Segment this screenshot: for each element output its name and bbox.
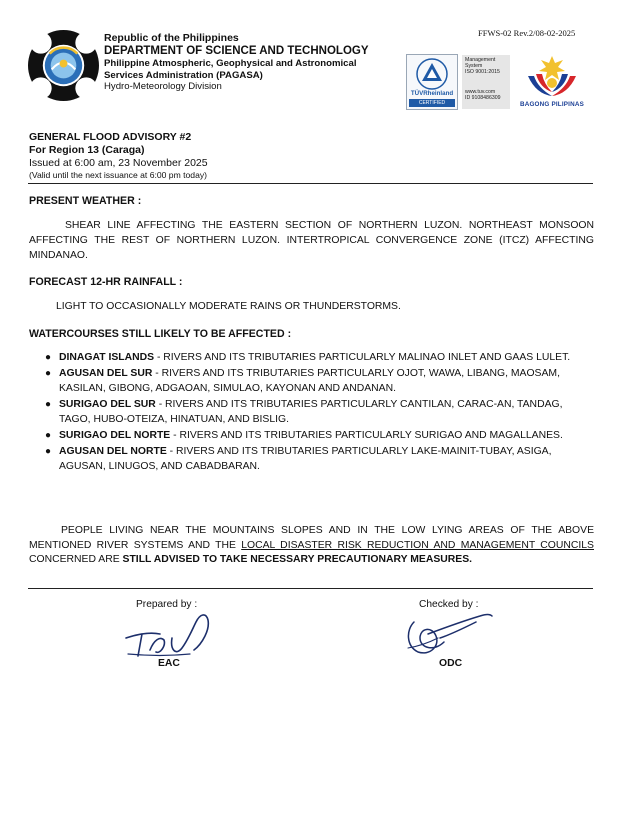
department-line: DEPARTMENT OF SCIENCE AND TECHNOLOGY bbox=[104, 45, 369, 57]
bagong-pilipinas-logo bbox=[518, 50, 586, 112]
advisory-title-block bbox=[29, 131, 208, 180]
pagasa-line-2: Services Administration (PAGASA) bbox=[104, 69, 263, 81]
advisory-validity: (Valid until the next issuance at 6:00 pm today) bbox=[29, 170, 208, 180]
tuv-line-1: Management bbox=[465, 57, 496, 63]
province-rivers: - RIVERS AND ITS TRIBUTARIES PARTICULARLY OJOT, WAWA, LIBANG, MAOSAM, KASILAN, GIBONG, ADGAOAN, SIMULAO, KAYONAN AND ANDANAN. bbox=[59, 368, 560, 394]
province-name: AGUSAN DEL NORTE bbox=[59, 446, 167, 457]
watercourses-list bbox=[29, 350, 594, 475]
prepared-by-label: Prepared by : bbox=[136, 599, 198, 610]
present-weather-text: SHEAR LINE AFFECTING THE EASTERN SECTION OF NORTHERN LUZON. NORTHEAST MONSOON AFFECTING THE REST OF NORTHERN LUZON. INTERTROPICAL CONVERGENCE ZONE (ITCZ) AFFECTING MINDANAO. bbox=[29, 220, 594, 261]
signature-divider bbox=[28, 588, 593, 589]
closing-paragraph bbox=[29, 524, 594, 568]
closing-part-1: PEOPLE LIVING NEAR THE MOUNTAINS SLOPES AND IN THE LOW LYING AREAS OF THE ABOVE MENTIONED RIVER SYSTEMS AND THE bbox=[29, 525, 594, 551]
bullet-icon: ● bbox=[45, 368, 52, 379]
province-name: AGUSAN DEL SUR bbox=[59, 368, 153, 379]
agency-header bbox=[104, 32, 369, 92]
forecast-heading: FORECAST 12-HR RAINFALL : bbox=[29, 276, 183, 288]
province-name: SURIGAO DEL NORTE bbox=[59, 430, 171, 441]
province-name: DINAGAT ISLANDS bbox=[59, 352, 155, 363]
prepared-signature bbox=[120, 610, 220, 662]
watercourses-heading: WATERCOURSES STILL LIKELY TO BE AFFECTED : bbox=[29, 328, 292, 340]
province-rivers: - RIVERS AND ITS TRIBUTARIES PARTICULARLY CANTILAN, CARAC-AN, TANDAG, TAGO, HUBO-OTEIZA, HINATUAN, AND BISLIG. bbox=[59, 399, 563, 425]
tuv-certified: CERTIFIED bbox=[409, 99, 455, 107]
document-number: FFWS-02 Rev.2/08-02-2025 bbox=[478, 28, 576, 38]
list-item bbox=[45, 444, 594, 474]
title-divider bbox=[28, 183, 593, 184]
republic-line: Republic of the Philippines bbox=[104, 32, 239, 44]
closing-underlined: LOCAL DISASTER RISK REDUCTION AND MANAGEMENT COUNCILS bbox=[241, 539, 594, 551]
bagong-pilipinas-emblem bbox=[518, 50, 586, 100]
division-line: Hydro-Meteorology Division bbox=[104, 81, 222, 92]
province-name: SURIGAO DEL SUR bbox=[59, 399, 156, 410]
tuv-site: www.tuv.com bbox=[465, 88, 496, 95]
checked-by-label: Checked by : bbox=[419, 599, 479, 610]
bullet-icon: ● bbox=[45, 446, 52, 457]
prepared-initials: EAC bbox=[158, 658, 180, 669]
tuv-certification-badge bbox=[406, 54, 510, 110]
tuv-line-2: System bbox=[465, 63, 483, 70]
dost-pagasa-logo bbox=[28, 30, 99, 101]
list-item bbox=[45, 428, 594, 443]
province-rivers: - RIVERS AND ITS TRIBUTARIES PARTICULARLY MALINAO INLET AND GAAS LULET. bbox=[154, 352, 571, 363]
advisory-region: For Region 13 (Caraga) bbox=[29, 144, 145, 156]
bullet-icon: ● bbox=[45, 399, 52, 410]
bullet-icon: ● bbox=[45, 430, 52, 441]
pagasa-line-1: Philippine Atmospheric, Geophysical and Astronomical bbox=[104, 58, 357, 69]
bagong-pilipinas-label: BAGONG PILIPINAS bbox=[519, 101, 585, 108]
checked-initials: ODC bbox=[439, 658, 463, 669]
tuv-details bbox=[462, 55, 510, 109]
tuv-id: ID 9108486309 bbox=[465, 94, 501, 101]
list-item bbox=[45, 366, 594, 396]
checked-signature bbox=[400, 608, 496, 660]
present-weather-heading: PRESENT WEATHER : bbox=[29, 195, 142, 207]
tuv-brand: TÜVRheinland bbox=[410, 90, 454, 97]
closing-part-2: CONCERNED ARE bbox=[29, 554, 123, 565]
province-rivers: - RIVERS AND ITS TRIBUTARIES PARTICULARLY SURIGAO AND MAGALLANES. bbox=[170, 430, 563, 441]
tuv-line-3: ISO 9001:2015 bbox=[465, 69, 500, 76]
advisory-issued: Issued at 6:00 am, 23 November 2025 bbox=[29, 157, 208, 169]
province-rivers: - RIVERS AND ITS TRIBUTARIES PARTICULARLY LAKE-MAINIT-TUBAY, ASIGA, AGUSAN, LINUGOS, AND CABADBARAN. bbox=[59, 446, 552, 472]
list-item bbox=[45, 350, 594, 365]
advisory-title: GENERAL FLOOD ADVISORY #2 bbox=[29, 131, 192, 143]
closing-bold: STILL ADVISED TO TAKE NECESSARY PRECAUTIONARY MEASURES. bbox=[122, 554, 473, 565]
forecast-text: LIGHT TO OCCASIONALLY MODERATE RAINS OR THUNDERSTORMS. bbox=[56, 301, 401, 312]
tuv-logo bbox=[406, 54, 458, 110]
bullet-icon: ● bbox=[45, 352, 52, 363]
list-item bbox=[45, 397, 594, 427]
